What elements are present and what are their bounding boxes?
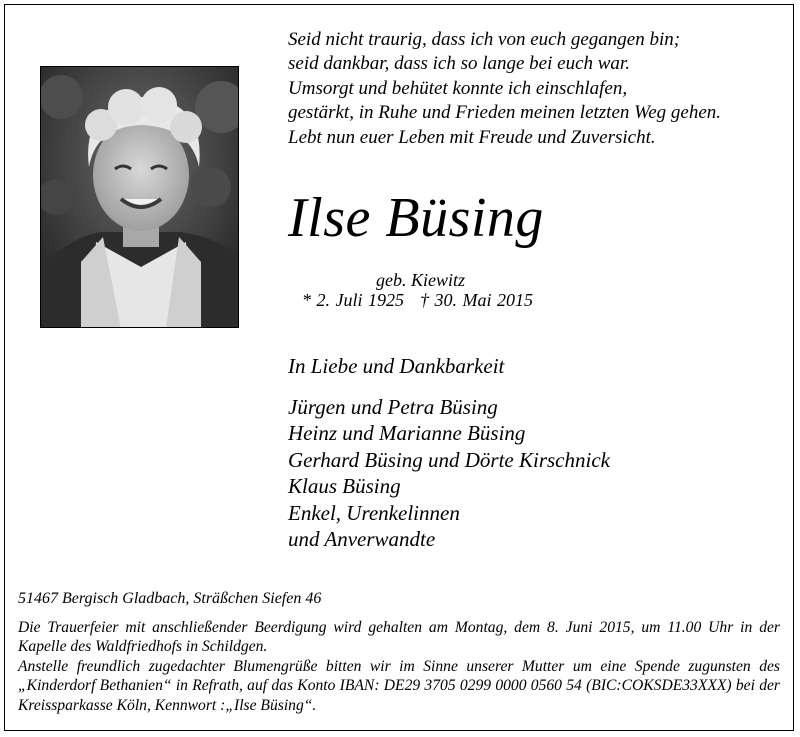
poem-line: gestärkt, in Ruhe und Frieden meinen letzten Weg gehen. bbox=[288, 102, 722, 124]
mourners-list bbox=[288, 394, 610, 552]
poem-line: Umsorgt und behütet konnte ich einschlafen, bbox=[288, 77, 628, 99]
mourner-entry: Gerhard Büsing und Dörte Kirschnick bbox=[288, 447, 610, 472]
funeral-notice: Die Trauerfeier mit anschließender Beerdigung wird gehalten am Montag, dem 8. Juni 2015, um 11.00 Uhr in der Kapelle des Waldfriedhofs in Schildgen. bbox=[18, 619, 780, 656]
portrait-photo bbox=[40, 66, 239, 328]
deceased-name: Ilse Büsing bbox=[288, 187, 544, 249]
dedication-line: In Liebe und Dankbarkeit bbox=[288, 354, 505, 378]
poem-line: seid dankbar, dass ich so lange bei euch war. bbox=[288, 53, 630, 75]
donation-notice: Anstelle freundlich zugedachter Blumengrüße bitten wir im Sinne unserer Mutter um eine Spende zugunsten des „Kinderdorf Bethanien“ in Refrath, auf das Konto IBAN: DE29 3705 0299 0000 0560 54 (BIC:COKSDE33XXX) bei der Kreissparkasse Köln, Kennwort :„Ilse Büsing“. bbox=[18, 657, 780, 714]
family-address: 51467 Bergisch Gladbach, Sträßchen Siefen 46 bbox=[18, 590, 322, 607]
death-date: † 30. Mai 2015 bbox=[420, 290, 533, 310]
funeral-notice-block bbox=[18, 618, 780, 715]
life-dates bbox=[302, 290, 533, 311]
poem-line: Seid nicht traurig, dass ich von euch gegangen bin; bbox=[288, 29, 681, 50]
birth-name: geb. Kiewitz bbox=[376, 270, 465, 290]
mourner-entry: Jürgen und Petra Büsing bbox=[288, 395, 498, 419]
birth-date: * 2. Juli 1925 bbox=[302, 290, 404, 310]
memorial-poem bbox=[288, 28, 721, 150]
portrait-illustration bbox=[41, 67, 239, 328]
poem-line: Lebt nun euer Leben mit Freude und Zuversicht. bbox=[288, 126, 656, 148]
mourner-entry: Klaus Büsing bbox=[288, 474, 401, 499]
mourner-entry: Heinz und Marianne Büsing bbox=[288, 421, 526, 446]
mourner-entry: Enkel, Urenkelinnen bbox=[288, 500, 460, 525]
mourner-entry: und Anverwandte bbox=[288, 527, 436, 552]
